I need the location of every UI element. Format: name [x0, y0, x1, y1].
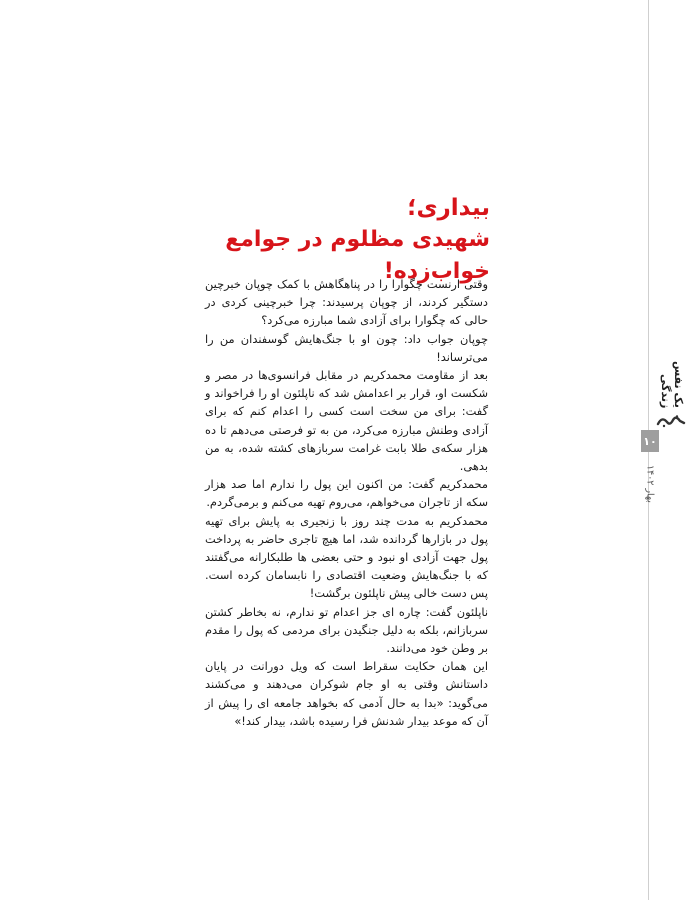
article-paragraph: چوپان جواب داد: چون او با جنگ‌هایش گوسفندان من را می‌ترساند! [205, 331, 488, 364]
article-paragraph: محمدکریم گفت: من اکنون این پول را ندارم اما صد هزار سکه از تاجران می‌خواهم، می‌روم تهیه می‌کنم و برمی‌گردم. [205, 477, 488, 510]
issue-date [640, 456, 660, 512]
article-title-line2: شهیدی مظلوم در جوامع خواب‌زده! [225, 227, 490, 284]
article-title [150, 192, 490, 288]
section-title [648, 328, 696, 408]
magazine-logo-icon [651, 412, 691, 430]
article-paragraph: این همان حکایت سقراط است که ویل دورانت در پایان داستانش وقتی به او جام شوکران می‌دهند و می‌کشند می‌گوید: «بدا به حال آدمی که بخواهد جامعه ای را پیش از آن که موعد بیدار شدنش فرا رسیده باشد، بیدار کند!» [205, 659, 488, 728]
article-body [205, 275, 488, 730]
article-paragraph: وقتی ارنست چگوارا را در پناهگاهش با کمک چوپان خبرچین دستگیر کردند، از چوپان پرسیدند: چرا خبرچینی کردی در حالی که چگوارا برای آزادی شما مبارزه می‌کرد؟ [205, 277, 488, 328]
article-title-line1: بیداری؛ [407, 195, 490, 221]
section-title-text: یک نفس زندگی [659, 361, 685, 408]
article-paragraph: بعد از مقاومت محمدکریم در مقابل فرانسوی‌ها در مصر و شکست او، قرار بر اعدامش شد که ناپلئون او را فراخواند و گفت: برای من سخت است کسی را اعدام کنم که برای آزادی وطنش مبارزه می‌کرد، من به تو فرصتی می‌دهم تا ده هزار سکه‌ی طلا بابت غرامت سربازهای کشته شده، به من بدهی. [205, 368, 488, 474]
article-paragraph: محمدکریم به مدت چند روز با زنجیری به پایش برای تهیه پول در بازارها گردانده شد، اما هیچ تاجری حاضر به پرداخت پول جهت آزادی او نبود و حتی بعضی ها طلبکارانه می‌گفتند که با جنگ‌هایش وضعیت اقتصادی را نابسامان کرده است. پس دست خالی پیش ناپلئون برگشت! [205, 513, 488, 601]
article-paragraph: ناپلئون گفت: چاره ای جز اعدام تو ندارم، نه بخاطر کشتن سربازانم، بلکه به دلیل جنگیدن برای مردمی که پول را مقدم بر وطن خود می‌دانند. [205, 604, 488, 656]
page-number-badge [641, 430, 659, 452]
issue-date-text: بهار ۱۴۰۲ [644, 465, 656, 503]
page-number: ۱۰ [643, 434, 657, 448]
